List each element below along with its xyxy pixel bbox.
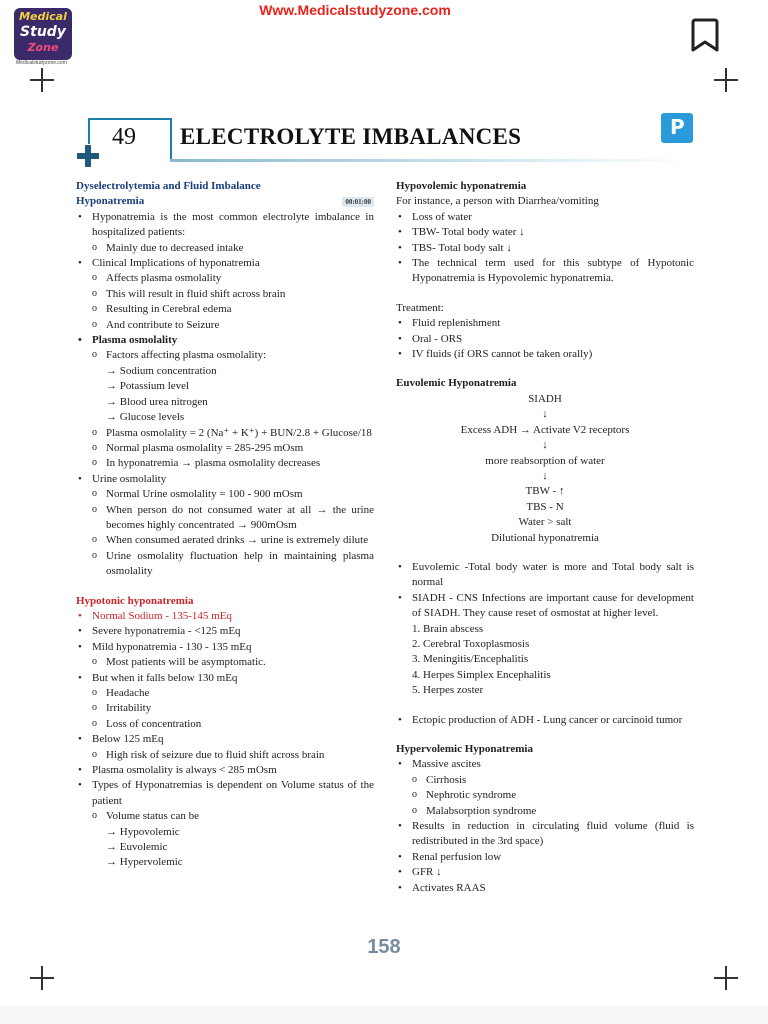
arrow-item: → Hypovolemic (106, 825, 180, 838)
section-title: Hypovolemic hyponatremia (396, 180, 527, 192)
crop-mark-icon (714, 966, 738, 990)
chapter-title: ELECTROLYTE IMBALANCES (180, 124, 522, 149)
list-item: • SIADH - CNS Infections are important cause for development of SIADH. They cause reset of osmostat at higher level. (396, 591, 694, 622)
sub-list-item: o And contribute to Seizure (76, 318, 374, 333)
sub-list-item: o Cirrhosis (396, 773, 694, 788)
sub-list-item: o Factors affecting plasma osmolality: (76, 348, 374, 363)
list-item: • Severe hyponatremia - <125 mEq (76, 624, 374, 639)
list-item: • Ectopic production of ADH - Lung cancer or carcinoid tumor (396, 713, 694, 728)
list-item: • Plasma osmolality is always < 285 mOsm (76, 763, 374, 778)
list-item: • Plasma osmolality (76, 333, 374, 348)
numbered-item: 5. Herpes zoster (412, 684, 484, 697)
flow-step: TBW - ↑ (525, 485, 565, 498)
sub-list-item: o Most patients will be asymptomatic. (76, 655, 374, 670)
chapter-number: 49 (112, 124, 136, 150)
list-item: • Types of Hyponatremias is dependent on Volume status of the patient (76, 778, 374, 809)
section-title: Hypervolemic Hyponatremia (396, 743, 533, 755)
section-title: Dyselectrolytemia and Fluid Imbalance (76, 180, 261, 192)
list-item: • Fluid replenishment (396, 316, 694, 331)
section-title: Euvolemic Hyponatremia (396, 377, 517, 390)
site-url[interactable]: Www.Medicalstudyzone.com (259, 2, 451, 18)
numbered-item: 4. Herpes Simplex Encephalitis (412, 668, 551, 681)
sub-list-item: o Irritability (76, 701, 374, 716)
sub-list-item: o Malabsorption syndrome (396, 804, 694, 819)
list-item: • Results in reduction in circulating fluid volume (fluid is redistributed in the 3rd space) (396, 819, 694, 850)
title-underline (170, 159, 690, 162)
sub-list-item: o Plasma osmolality = 2 (Na⁺ + K⁺) + BUN/2.8 + Glucose/18 (76, 426, 374, 441)
list-item: • TBW- Total body water ↓ (396, 225, 694, 240)
left-column (76, 179, 374, 871)
numbered-item: 2. Cerebral Toxoplasmosis (412, 637, 530, 650)
subtitle-text: Hyponatremia (76, 195, 145, 208)
logo-text-3: Zone (27, 41, 59, 54)
plus-icon-bar (77, 153, 99, 159)
list-item: • Euvolemic -Total body water is more and Total body salt is normal (396, 560, 694, 591)
flow-step: Dilutional hyponatremia (491, 531, 599, 544)
logo-caption: Medicalstudyzone.com (16, 60, 67, 66)
flow-step: Water > salt (518, 516, 572, 529)
list-item: • Normal Sodium - 135-145 mEq (76, 609, 374, 624)
list-item: • TBS- Total body salt ↓ (396, 241, 694, 256)
list-item: • Activates RAAS (396, 881, 694, 896)
sub-list-item: o This will result in fluid shift across brain (76, 287, 374, 302)
list-item: • Hyponatremia is the most common electrolyte imbalance in hospitalized patients: (76, 210, 374, 241)
list-item: • Below 125 mEq (76, 732, 374, 747)
flow-step: SIADH (528, 392, 562, 405)
sub-list-item: o Headache (76, 686, 374, 701)
bookmark-icon[interactable] (690, 16, 720, 54)
sub-list-item: o Nephrotic syndrome (396, 788, 694, 803)
sub-list-item: o When consumed aerated drinks → urine is extremely dilute (76, 533, 374, 548)
flow-step: more reabsorption of water (485, 454, 605, 467)
list-item: • IV fluids (if ORS cannot be taken orally) (396, 347, 694, 362)
sub-list-item: o Affects plasma osmolality (76, 271, 374, 286)
sub-list-item: o Volume status can be (76, 809, 374, 824)
section-subtitle (76, 194, 374, 209)
logo-text-2: Study (20, 24, 66, 40)
page-number: 158 (367, 936, 401, 958)
flow-arrow: ↓ (542, 439, 548, 452)
arrow-item: → Blood urea nitrogen (106, 395, 208, 408)
sub-list-item: o Urine osmolality fluctuation help in maintaining plasma osmolality (76, 549, 374, 580)
chapter-frame-edge (88, 118, 90, 144)
sub-list-item: o High risk of seizure due to fluid shift across brain (76, 748, 374, 763)
intro-text: For instance, a person with Diarrhea/vomiting (396, 195, 599, 208)
list-item: • GFR ↓ (396, 865, 694, 880)
list-item: • But when it falls below 130 mEq (76, 671, 374, 686)
crop-mark-icon (30, 68, 54, 92)
list-item: • Massive ascites (396, 757, 694, 772)
flow-arrow: ↓ (542, 469, 548, 482)
sub-list-item: o When person do not consumed water at all → the urine becomes highly concentrated → 900mOsm (76, 503, 374, 534)
section-title: Hypotonic hyponatremia (76, 594, 194, 607)
crop-mark-icon (30, 966, 54, 990)
list-item: • Loss of water (396, 210, 694, 225)
numbered-item: 3. Meningitis/Encephalitis (412, 653, 529, 666)
sub-list-item: o In hyponatremia → plasma osmolality decreases (76, 456, 374, 471)
p-app-icon[interactable]: P (661, 113, 693, 143)
list-item: • Clinical Implications of hyponatremia (76, 256, 374, 271)
list-item: • Renal perfusion low (396, 850, 694, 865)
site-logo (14, 8, 72, 60)
sub-list-item: o Resulting in Cerebral edema (76, 302, 374, 317)
right-column (396, 179, 694, 896)
flow-diagram (396, 392, 694, 546)
flow-arrow: ↓ (542, 408, 548, 421)
list-item: • Mild hyponatremia - 130 - 135 mEq (76, 640, 374, 655)
numbered-item: 1. Brain abscess (412, 622, 484, 635)
sub-list-item: o Mainly due to decreased intake (76, 241, 374, 256)
list-item: • The technical term used for this subtype of Hypotonic Hyponatremia is Hypovolemic hyponatremia. (396, 256, 694, 287)
arrow-item: → Sodium concentration (106, 364, 217, 377)
flow-step: Excess ADH → Activate V2 receptors (460, 423, 630, 436)
arrow-item: → Glucose levels (106, 411, 185, 424)
logo-text-1: Medical (19, 10, 67, 23)
bottom-strip (0, 1006, 768, 1024)
sub-list-item: o Loss of concentration (76, 717, 374, 732)
sub-list-item: o Normal Urine osmolality = 100 - 900 mOsm (76, 487, 374, 502)
video-timestamp[interactable]: 00:01:00 (342, 197, 374, 207)
flow-step: TBS - N (526, 500, 564, 513)
crop-mark-icon (714, 68, 738, 92)
list-item: • Urine osmolality (76, 472, 374, 487)
arrow-item: → Hypervolemic (106, 856, 183, 869)
arrow-item: → Potassium level (106, 380, 190, 393)
sub-list-item: o Normal plasma osmolality = 285-295 mOsm (76, 441, 374, 456)
treatment-heading: Treatment: (396, 301, 444, 314)
arrow-item: → Euvolemic (106, 841, 168, 854)
list-item: • Oral - ORS (396, 332, 694, 347)
